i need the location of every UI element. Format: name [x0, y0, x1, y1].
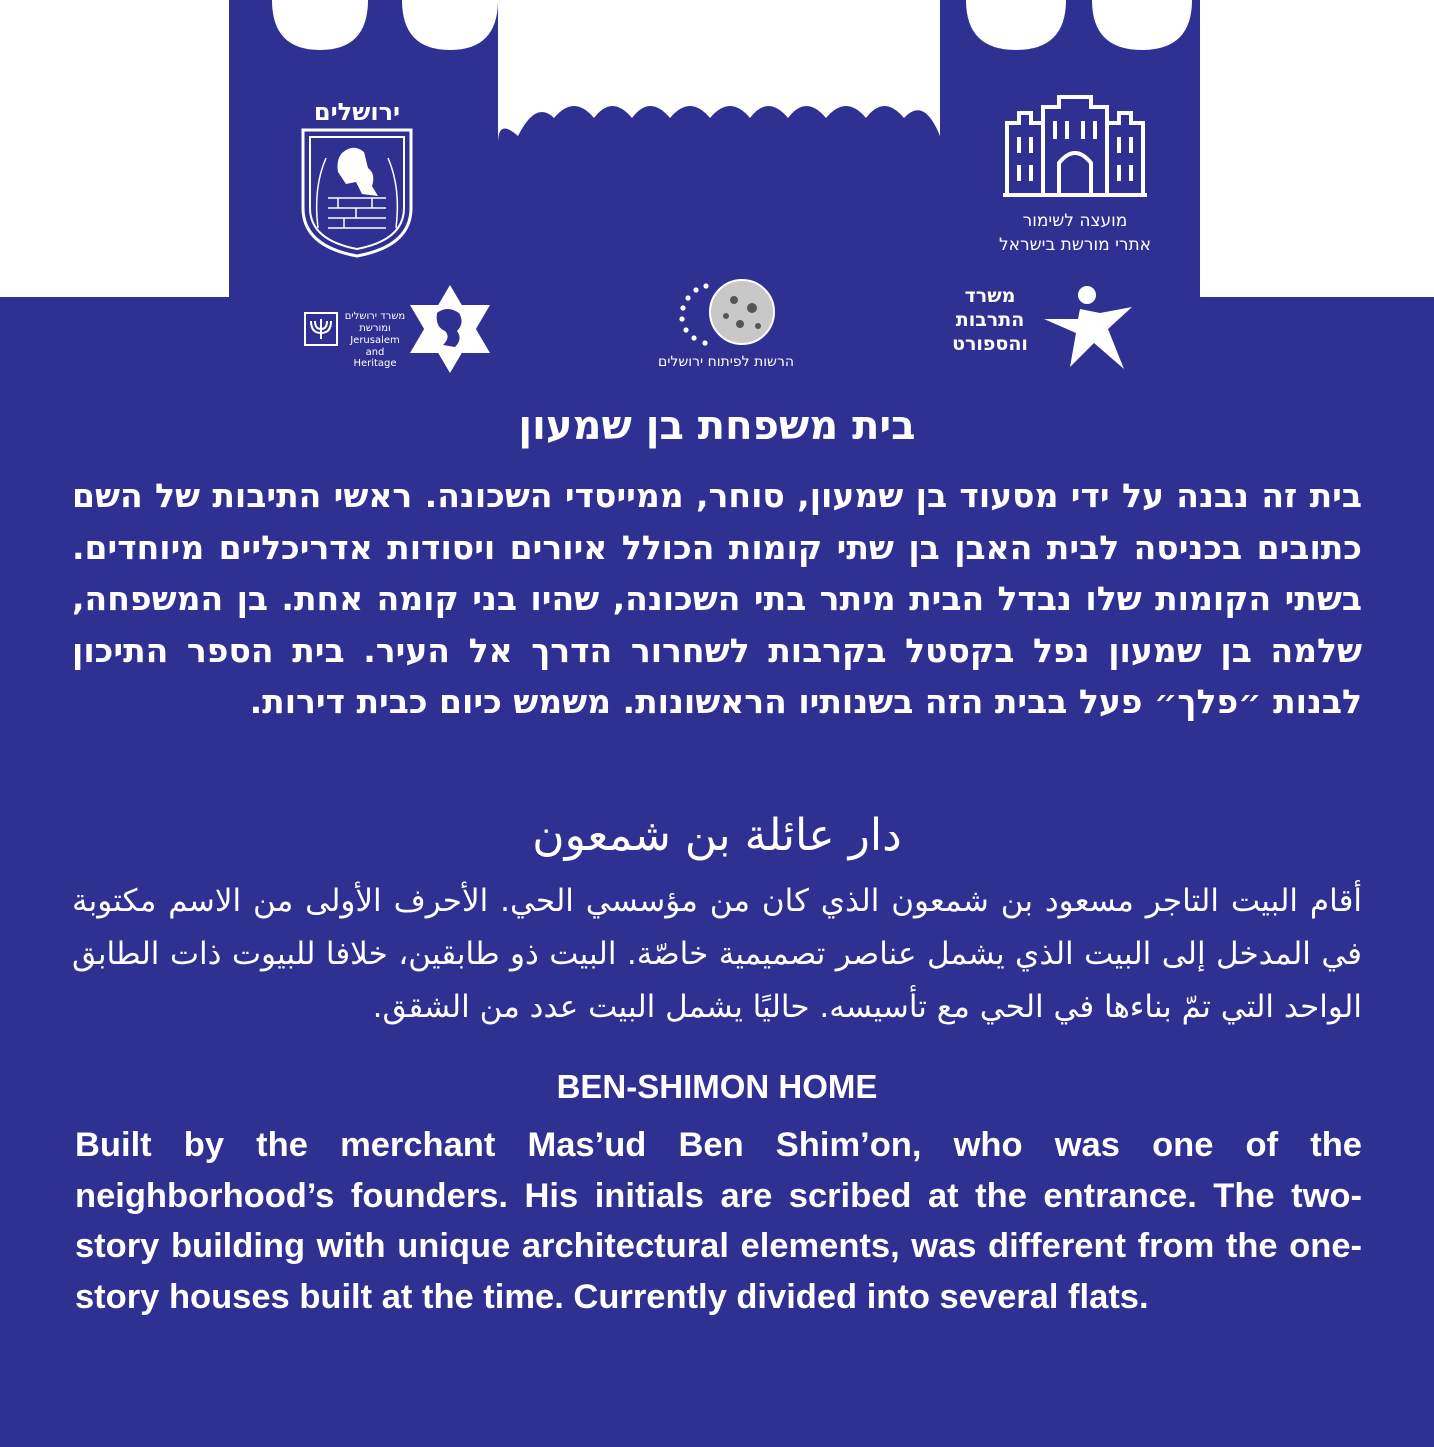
heritage-building-icon [1003, 93, 1147, 198]
jerusalem-emblem [298, 98, 416, 258]
english-title: BEN-SHIMON HOME [556, 1068, 878, 1105]
ministry-jerusalem-line-2: ומורשת [359, 323, 391, 334]
ministry-culture-line-1: משרד [964, 285, 1016, 307]
heritage-council-logo [985, 93, 1165, 263]
council-line-2: אתרי מורשת בישראל [998, 235, 1152, 255]
star-of-david-lion-icon [407, 283, 493, 375]
star-figure-icon [1042, 283, 1134, 373]
development-authority-logo [636, 278, 816, 378]
arabic-title: دار عائلة بن شمعون [532, 810, 902, 861]
jerusalem-wordmark: ירושלים [313, 98, 401, 126]
menorah-icon [303, 311, 339, 347]
english-body: Built by the merchant Mas’ud Ben Shim’on, who was one of the neighborhood’s founders. His initials are scribed at the entrance. The two-story building with unique architectural elements, was different from the one-story houses built at the time. Currently divided into several flats. [75, 1126, 1362, 1316]
ministry-culture-line-2: התרבות [955, 309, 1025, 331]
ministry-jerusalem-line-3-visible: Jerusalem [350, 335, 400, 346]
ministry-jerusalem-logo [303, 283, 493, 375]
council-line-1: מועצה לשימור [1022, 211, 1128, 231]
ministry-jerusalem-line-4: and Heritage [353, 347, 397, 369]
arabic-body: أقام البيت التاجر مسعود بن شمعون الذي كان من مؤسسي الحي. الأحرف الأولى من الاسم مكتوبة في المدخل إلى البيت الذي يشمل عناصر تصميمية خاصّة. البيت ذو طابقين، خلافا للبيوت ذات الطابق الواحد التي تمّ بناءها في الحي مع تأسيسه. حاليًا يشمل البيت عدد من الشقق. [72, 883, 1362, 1025]
development-authority-caption: הרשות לפיתוח ירושלים [657, 354, 795, 370]
hebrew-body: בית זה נבנה על ידי מסעוד בן שמעון, סוחר, ממייסדי השכונה. ראשי התיבות של השם כתובים בכניסה לבית האבן בן שתי קומות הכולל איורים ויסודות אדריכליים מיוחדים. בשתי הקומות שלו נבדל הבית מיתר בתי השכונה, שהיו בני קומה אחת. בן המשפחה, שלמה בן שמעון נפל בקסטל בקרבות לשחרור הדרך אל העיר. בית הספר התיכון לבנות ״פלך״ פעל בבית הזה בשנותיו הראשונות. משמש כיום כבית דירות. [72, 476, 1362, 721]
jerusalem-lion-emblem-icon [298, 128, 416, 258]
hebrew-title: בית משפחת בן שמעון [518, 403, 916, 449]
circle-stars-icon [664, 278, 788, 348]
ministry-jerusalem-line-1: משרד ירושלים [344, 311, 406, 322]
ministry-culture-line-3: והספורט [952, 333, 1028, 355]
ministry-culture-logo [950, 283, 1140, 375]
